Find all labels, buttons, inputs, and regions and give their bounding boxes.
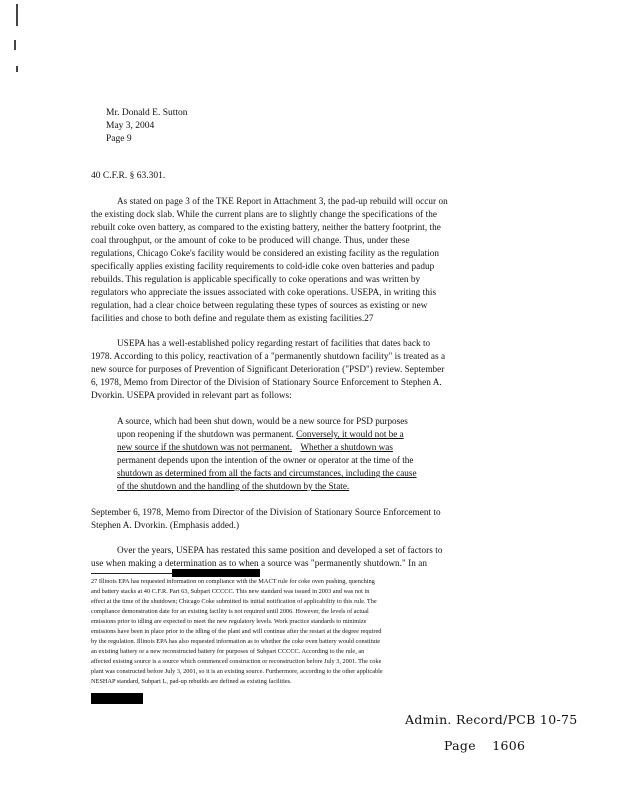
footnote-line: compliance demonstration date for an existing facility is not required until 2006. However, the levels of actual <box>91 608 369 615</box>
text-line: new source for purposes of Prevention of Significant Deterioration ("PSD") review. September <box>91 364 445 374</box>
redaction-bar <box>172 569 260 577</box>
quote-emphasis: Conversely, it would not be a <box>296 429 404 439</box>
quote-line: permanent depends upon the intention of the owner or operator at the time of the <box>117 455 414 465</box>
text-line: facilities and chose to both define and regulate them as existing facilities.27 <box>91 313 374 323</box>
quote-line: shutdown as determined from all the facts and circumstances, including the cause <box>117 468 417 478</box>
citation: 40 C.F.R. § 63.301. <box>91 171 166 181</box>
record-page-stamp <box>444 738 525 753</box>
scan-mark <box>16 4 18 26</box>
footnote-line: 27 Illinois EPA has requested information on compliance with the MACT rule for coke oven pushing, quenching <box>91 578 375 585</box>
footnote-line: affected existing source is a source which commenced construction or reconstruction before July 3, 2001. The coke <box>91 658 382 665</box>
text-line: coal throughput, or the amount of coke to be produced will change. Thus, under these <box>91 235 410 245</box>
text-line: Dvorkin. USEPA provided in relevant part as follows: <box>91 390 292 400</box>
text-line: Over the years, USEPA has restated this same position and developed a set of factors to <box>117 545 443 555</box>
footnote-rule <box>91 573 173 574</box>
scan-mark <box>14 40 16 50</box>
text-line: regulations, Chicago Coke's facility would be considered an existing facility as the regulation <box>91 248 440 258</box>
text-line: rebuilds. This regulation is applicable specifically to coke operations and was written by <box>91 274 421 284</box>
quote-line: A source, which had been shut down, would be a new source for PSD purposes <box>117 416 408 426</box>
text-line: the existing dock slab. While the current plans are to slightly change the specifications of the <box>91 209 437 219</box>
recipient-name: Mr. Donald E. Sutton <box>106 108 188 118</box>
page-number: Page 9 <box>106 134 132 144</box>
footnote-line: an existing battery or a new reconstructed battery for purposes of Subpart CCCCC. According to the rule, an <box>91 648 365 655</box>
footnote-line: NESHAP standard, Subpart L, pad-up rebuilds are defined as existing facilities. <box>91 678 292 685</box>
text-line: USEPA has a well-established policy regarding restart of facilities that dates back to <box>117 338 431 348</box>
quote-line <box>117 429 404 439</box>
footnote-line: by the regulation. Illinois EPA has also requested information as to whether the coke oven battery would constitute <box>91 638 381 645</box>
footnote-line: effect at the time of the shutdown; Chicago Coke submitted its initial notification of applicability to this rule. The <box>91 598 377 605</box>
footnote-line: and battery stacks at 40 C.F.R. Part 63, Subpart CCCCC. This new standard was issued in 2003 and was not in <box>91 588 370 595</box>
memo-citation: Stephen A. Dvorkin. (Emphasis added.) <box>91 520 240 530</box>
quote-line: of the shutdown and the handling of the shutdown by the State. <box>117 481 350 491</box>
footnote-line: emissions prior to idling are expected to meet the new regulatory levels. Work practice standards to minimize <box>91 618 367 625</box>
text-line: rebuilt coke oven battery, as compared to the existing battery, neither the battery footprint, the <box>91 222 441 232</box>
quote-emphasis: Whether a shutdown was <box>300 442 393 452</box>
text-line: As stated on page 3 of the TKE Report in Attachment 3, the pad-up rebuild will occur on <box>117 196 448 206</box>
redaction-bar <box>91 693 143 704</box>
memo-citation: September 6, 1978, Memo from Director of the Division of Stationary Source Enforcement to <box>91 507 441 517</box>
footnote-line: emissions have been in place prior to the idling of the plant and will continue after the restart at the degree required <box>91 628 382 635</box>
admin-record-stamp: Admin. Record/PCB 10-75 <box>405 712 578 727</box>
text-line: use when making a determination as to when a source was "permanently shutdown." In an <box>91 558 428 568</box>
footnote-line: plant was constructed before July 3, 2001, so it is an existing source. Furthermore, according to the other applicable <box>91 668 383 675</box>
scan-mark <box>16 66 18 72</box>
text-line: regulators who appreciate the issues associated with coke operations. USEPA, in writing this <box>91 287 437 297</box>
text-line: 1978. According to this policy, reactivation of a "permanently shutdown facility" is treated as a <box>91 351 446 361</box>
quote-text: upon reopening if the shutdown was permanent. <box>117 429 294 439</box>
record-page-number: 1606 <box>492 738 526 753</box>
text-line: 6, 1978, Memo from Director of the Division of Stationary Source Enforcement to Stephen A. <box>91 377 442 387</box>
text-line: regulation, had a clear choice between regulating these types of sources as existing or new <box>91 300 428 310</box>
text-line: specifically applies existing facility requirements to cold-idle coke oven batteries and padup <box>91 261 435 271</box>
quote-line <box>117 442 393 452</box>
letter-date: May 3, 2004 <box>106 121 155 131</box>
record-page-label: Page <box>444 738 476 753</box>
quote-emphasis: new source if the shutdown was not permanent. <box>117 442 293 452</box>
